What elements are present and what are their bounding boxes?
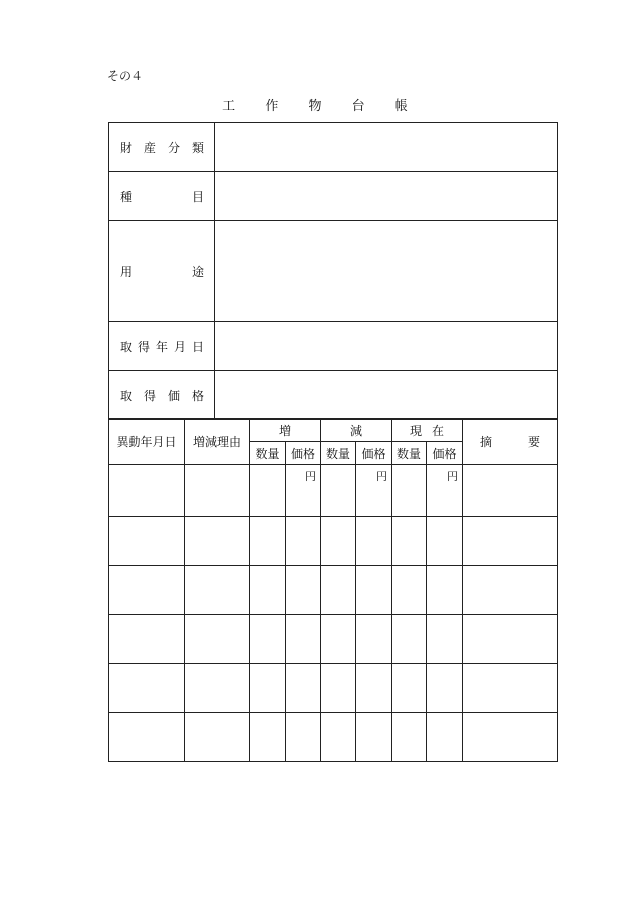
header-inc-quantity: 数量	[250, 442, 286, 465]
table-row	[109, 615, 558, 664]
title-char: 台	[351, 99, 365, 114]
title-char: 工	[222, 99, 236, 114]
value-item-type[interactable]	[215, 172, 558, 221]
ledger-header-row-1	[109, 419, 558, 442]
table-row	[109, 566, 558, 615]
row-property-class	[109, 123, 558, 172]
header-increase: 増	[250, 419, 321, 442]
table-row	[109, 713, 558, 762]
cell-remarks[interactable]	[463, 465, 558, 517]
value-property-class[interactable]	[215, 123, 558, 172]
title-char: 作	[265, 99, 279, 114]
property-info-table	[108, 122, 558, 420]
header-cur-quantity: 数量	[392, 442, 427, 465]
table-row	[109, 664, 558, 713]
cell-cur-quantity[interactable]	[392, 465, 427, 517]
table-row	[109, 465, 558, 517]
label-acquisition-price: 取 得 価 格	[109, 371, 215, 420]
cell-dec-quantity[interactable]	[321, 465, 356, 517]
header-decrease: 減	[321, 419, 392, 442]
row-acquisition-price	[109, 371, 558, 420]
header-dec-price: 価格	[356, 442, 392, 465]
title-char: 物	[308, 99, 322, 114]
header-cur-price: 価格	[427, 442, 463, 465]
label-property-class: 財 産 分 類	[109, 123, 215, 172]
change-ledger-table	[108, 418, 558, 762]
value-usage[interactable]	[215, 221, 558, 322]
cell-dec-price[interactable]: 円	[356, 465, 392, 517]
document-title	[0, 95, 630, 114]
document-label: その４	[107, 69, 144, 83]
header-change-reason: 増減理由	[185, 419, 250, 465]
cell-date[interactable]	[109, 465, 185, 517]
header-inc-price: 価格	[286, 442, 321, 465]
label-item-type: 種 目	[109, 172, 215, 221]
label-acquisition-date: 取 得 年 月 日	[109, 322, 215, 371]
row-item-type	[109, 172, 558, 221]
row-usage	[109, 221, 558, 322]
header-dec-quantity: 数量	[321, 442, 356, 465]
cell-reason[interactable]	[185, 465, 250, 517]
label-usage: 用 途	[109, 221, 215, 322]
cell-cur-price[interactable]: 円	[427, 465, 463, 517]
cell-inc-price[interactable]: 円	[286, 465, 321, 517]
row-acquisition-date	[109, 322, 558, 371]
cell-inc-quantity[interactable]	[250, 465, 286, 517]
header-remarks: 摘 要	[463, 419, 558, 465]
table-row	[109, 517, 558, 566]
title-char: 帳	[394, 99, 408, 114]
header-change-date: 異動年月日	[109, 419, 185, 465]
header-current: 現 在	[392, 419, 463, 442]
value-acquisition-date[interactable]	[215, 322, 558, 371]
value-acquisition-price[interactable]	[215, 371, 558, 420]
